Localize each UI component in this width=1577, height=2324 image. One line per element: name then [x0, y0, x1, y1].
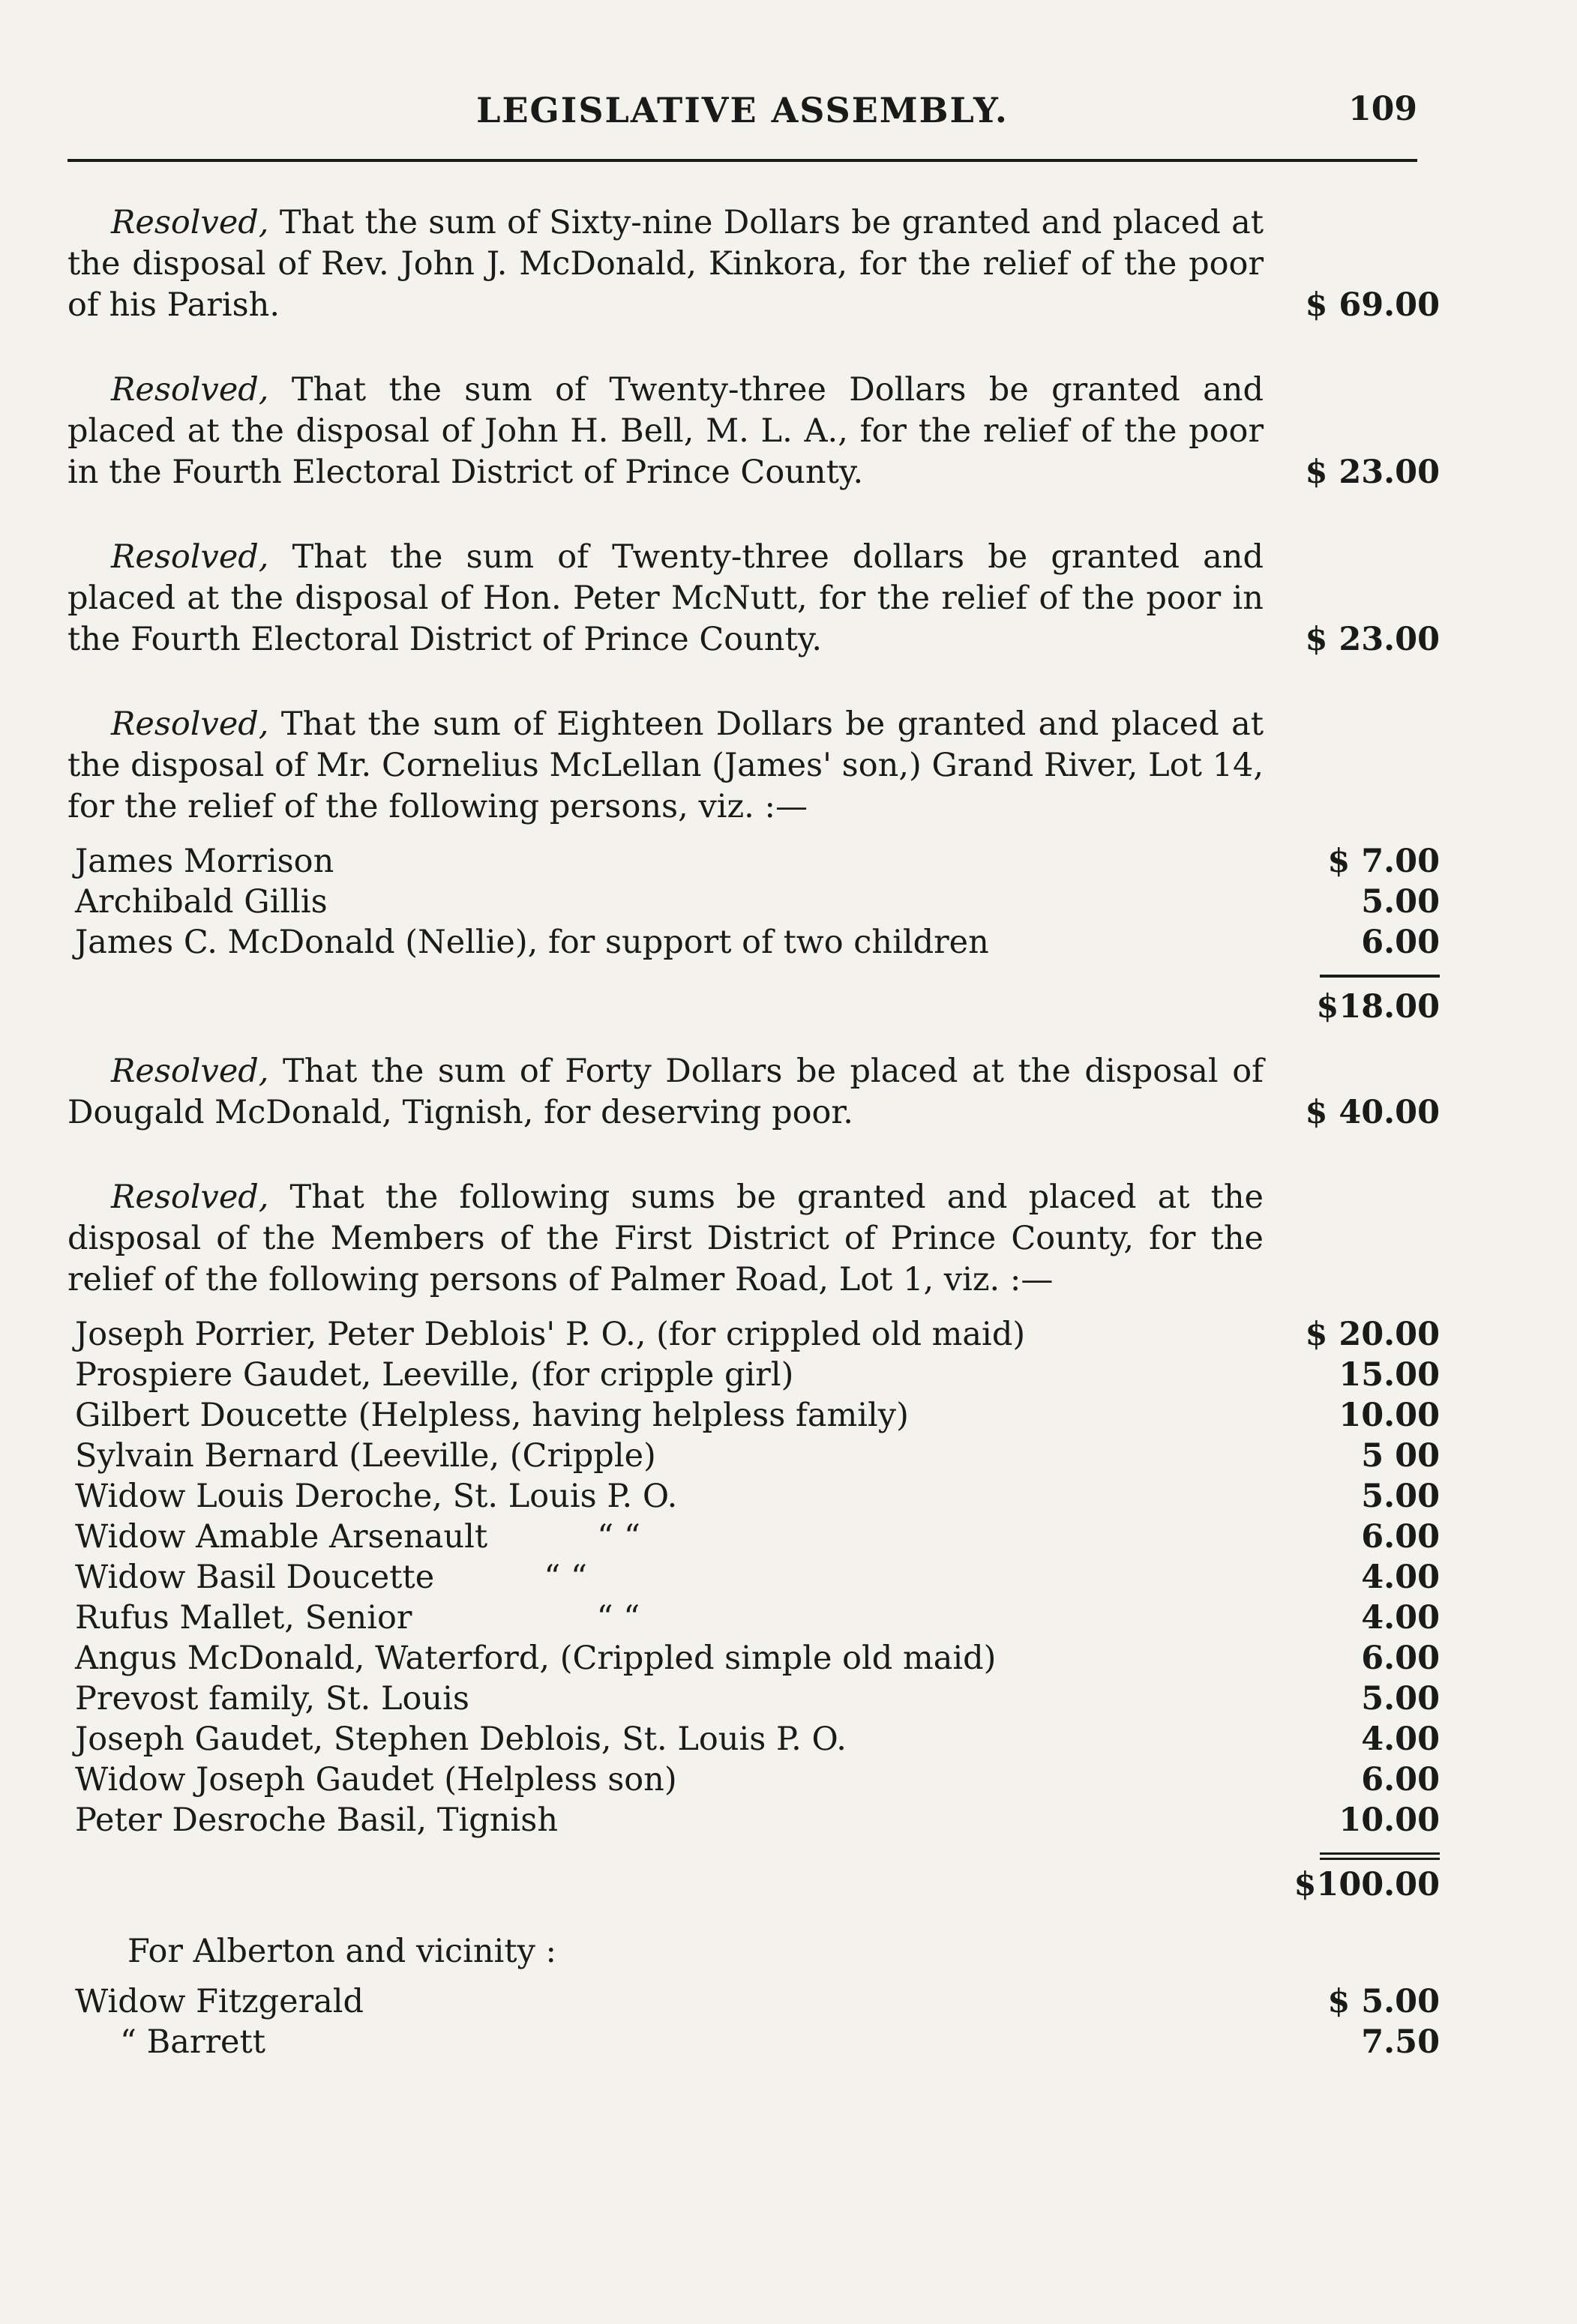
- resolved-lead: Resolved,: [111, 204, 269, 241]
- resolution-5: [67, 1051, 1440, 1134]
- recipient-amount: 5 00: [1361, 1437, 1440, 1475]
- resolution-amount: $ 69.00: [1305, 286, 1440, 324]
- list-item: [67, 1800, 1440, 1840]
- total-row: [67, 1861, 1440, 1906]
- recipient-list-palmer-road: [67, 1314, 1440, 1840]
- resolution-2: [67, 370, 1440, 493]
- ditto-marks: “ “: [596, 1599, 640, 1637]
- recipient-name: Angus McDonald, Waterford, (Crippled simple old maid): [75, 1640, 997, 1677]
- resolution-6: [67, 1177, 1440, 1906]
- recipient-name: Widow Louis Deroche, St. Louis P. O.: [75, 1478, 678, 1515]
- recipient-name: Widow Joseph Gaudet (Helpless son): [75, 1761, 677, 1798]
- recipient-name: Widow Fitzgerald: [75, 1983, 364, 2020]
- ditto-marks: “ “: [597, 1518, 640, 1556]
- ditto-marks: “ “: [544, 1559, 587, 1596]
- recipient-name: Prevost family, St. Louis: [75, 1680, 469, 1718]
- recipient-amount: 10.00: [1339, 1397, 1440, 1434]
- recipient-name: Joseph Gaudet, Stephen Deblois, St. Louis P. O.: [75, 1721, 847, 1758]
- resolution-text: [67, 202, 1264, 326]
- total-rule: [67, 1848, 1440, 1861]
- list-item: [67, 1436, 1440, 1476]
- recipient-amount: 4.00: [1361, 1721, 1440, 1758]
- recipient-name: Prospiere Gaudet, Leeville, (for cripple girl): [75, 1356, 794, 1394]
- resolution-body: That the sum of Eighteen Dollars be granted and placed at the disposal of Mr. Cornelius McLellan (James' son,) Grand River, Lot 14, for the relief of the following persons, viz. :—: [67, 705, 1264, 825]
- resolution-1: [67, 202, 1440, 326]
- recipient-name: [75, 1517, 675, 1558]
- recipient-amount: 7.50: [1361, 2023, 1440, 2061]
- list-item: [67, 841, 1440, 882]
- recipient-amount: $ 5.00: [1327, 1983, 1440, 2020]
- resolution-amount: $ 23.00: [1305, 454, 1440, 491]
- resolution-text: [67, 704, 1264, 828]
- recipient-amount: 15.00: [1339, 1356, 1440, 1394]
- resolution-body: That the sum of Forty Dollars be placed at the disposal of Dougald McDonald, Tignish, for deserving poor.: [67, 1053, 1264, 1131]
- recipient-name-text: Widow Amable Arsenault: [75, 1518, 488, 1556]
- total-amount: $18.00: [1316, 988, 1440, 1026]
- recipient-amount: 5.00: [1361, 883, 1440, 921]
- total-amount: $100.00: [1294, 1866, 1440, 1903]
- list-item: [67, 1679, 1440, 1719]
- page-header: [67, 86, 1417, 146]
- list-item: [67, 922, 1440, 963]
- recipient-name: James Morrison: [75, 843, 334, 880]
- recipient-amount: 6.00: [1361, 1518, 1440, 1556]
- resolution-body: That the sum of Twenty-three dollars be granted and placed at the disposal of Hon. Peter McNutt, for the relief of the poor in the Fourth Electoral District of Prince County.: [67, 538, 1264, 658]
- total-rule: [67, 970, 1440, 984]
- resolution-body: That the sum of Sixty-nine Dollars be granted and placed at the disposal of Rev. John J. McDonald, Kinkora, for the relief of the poor of his Parish.: [67, 204, 1264, 324]
- resolution-text: [67, 537, 1264, 660]
- recipient-name: James C. McDonald (Nellie), for support of two children: [75, 924, 989, 961]
- resolved-lead: Resolved,: [111, 1178, 269, 1216]
- recipient-amount: 10.00: [1339, 1801, 1440, 1839]
- list-item: [67, 1314, 1440, 1355]
- recipient-name: Sylvain Bernard (Leeville, (Cripple): [75, 1437, 656, 1475]
- list-item: [67, 1557, 1440, 1598]
- page-number: 109: [1348, 90, 1417, 128]
- list-item: [67, 1598, 1440, 1638]
- recipient-name-text: Widow Basil Doucette: [75, 1559, 435, 1596]
- page-body: [67, 202, 1440, 2106]
- recipient-name: Peter Desroche Basil, Tignish: [75, 1801, 559, 1839]
- list-item: [67, 1981, 1440, 2022]
- resolution-text: [67, 370, 1264, 493]
- resolution-text: [67, 1051, 1264, 1134]
- alberton-section: [67, 1929, 1440, 2062]
- resolved-lead: Resolved,: [111, 371, 269, 409]
- resolution-3: [67, 537, 1440, 660]
- list-item: [67, 1355, 1440, 1395]
- recipient-name: [75, 1557, 622, 1598]
- recipient-name-text: Rufus Mallet, Senior: [75, 1599, 412, 1637]
- list-item: [67, 1395, 1440, 1436]
- list-item: [67, 1759, 1440, 1800]
- list-item: [67, 2022, 1440, 2062]
- resolution-body: That the following sums be granted and placed at the disposal of the Members of the First District of Prince County, for the relief of the following persons of Palmer Road, Lot 1, viz. :—: [67, 1178, 1264, 1298]
- recipient-amount: 6.00: [1361, 1761, 1440, 1798]
- recipient-amount: 5.00: [1361, 1680, 1440, 1718]
- list-item: [67, 1638, 1440, 1679]
- recipient-name: Archibald Gillis: [75, 883, 328, 921]
- resolved-lead: Resolved,: [111, 705, 269, 743]
- running-title: LEGISLATIVE ASSEMBLY.: [476, 90, 1009, 130]
- resolution-4: [67, 704, 1440, 1029]
- recipient-name: Gilbert Doucette (Helpless, having helpless family): [75, 1397, 909, 1434]
- resolved-lead: Resolved,: [111, 538, 269, 576]
- resolution-amount: $ 23.00: [1305, 621, 1440, 658]
- section-heading: For Alberton and vicinity :: [127, 1933, 557, 1970]
- resolution-text: [67, 1177, 1264, 1301]
- list-item: [67, 1719, 1440, 1759]
- recipient-amount: 4.00: [1361, 1599, 1440, 1637]
- total-row: [67, 984, 1440, 1029]
- list-item: [67, 882, 1440, 922]
- recipient-name: [75, 1598, 674, 1639]
- resolved-lead: Resolved,: [111, 1053, 269, 1090]
- recipient-list-grand-river: [67, 841, 1440, 963]
- recipient-amount: 6.00: [1361, 1640, 1440, 1677]
- list-item: [67, 1476, 1440, 1517]
- recipient-amount: $ 20.00: [1305, 1316, 1440, 1353]
- recipient-amount: $ 7.00: [1327, 843, 1440, 880]
- recipient-name: Joseph Porrier, Peter Deblois' P. O., (for crippled old maid): [75, 1316, 1026, 1353]
- resolution-amount: $ 40.00: [1305, 1094, 1440, 1131]
- list-item: [67, 1517, 1440, 1557]
- recipient-name: “ Barrett: [120, 2023, 266, 2061]
- recipient-amount: 6.00: [1361, 924, 1440, 961]
- resolution-body: That the sum of Twenty-three Dollars be granted and placed at the disposal of John H. Bell, M. L. A., for the relief of the poor in the Fourth Electoral District of Prince County.: [67, 371, 1264, 491]
- recipient-amount: 5.00: [1361, 1478, 1440, 1515]
- header-rule: [67, 159, 1417, 162]
- recipient-amount: 4.00: [1361, 1559, 1440, 1596]
